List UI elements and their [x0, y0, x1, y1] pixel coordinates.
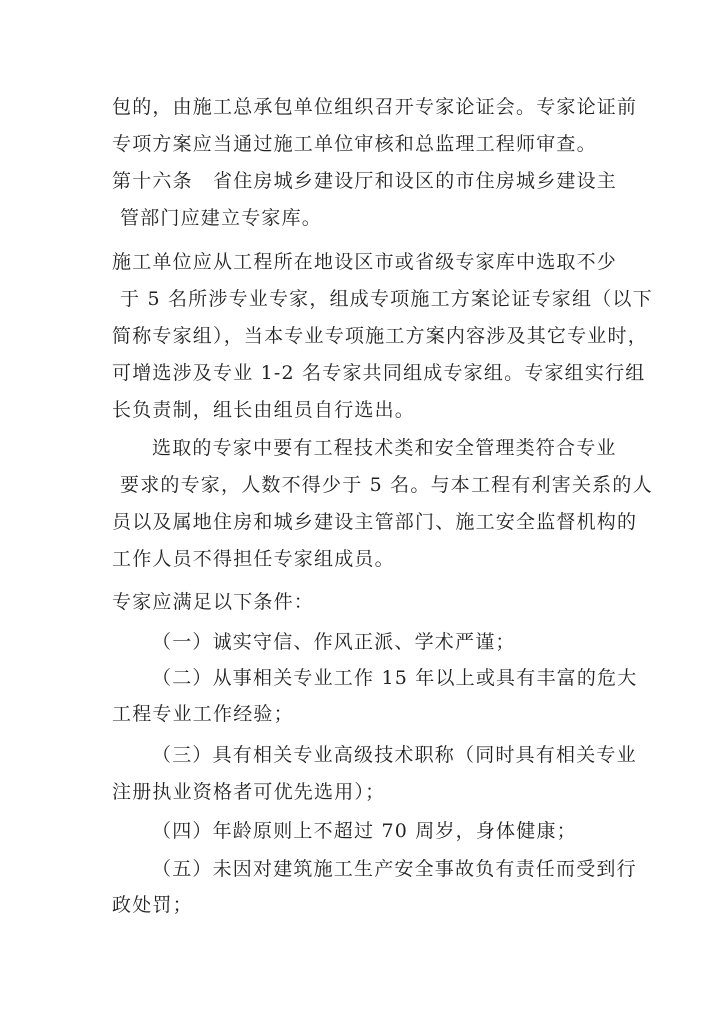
text-line: 于 5 名所涉专业专家，组成专项施工方案论证专家组（以下	[120, 288, 653, 310]
text-line: 员以及属地住房和城乡建设主管部门、施工安全监督机构的	[112, 511, 638, 533]
text-line: （三）具有相关专业高级技术职称（同时具有相关专业	[152, 744, 637, 766]
text-line: （二）从事相关专业工作 15 年以上或具有丰富的危大	[152, 667, 638, 689]
text-line: 施工单位应从工程所在地设区市或省级专家库中选取不少	[112, 251, 618, 273]
text-line: 包的，由施工总承包单位组织召开专家论证会。专家论证前	[112, 96, 638, 118]
text-line: 工作人员不得担任专家组成员。	[112, 548, 395, 570]
text-line: 政处罚；	[112, 894, 193, 916]
text-line: 专家应满足以下条件：	[112, 591, 315, 613]
text-line: 第十六条 省住房城乡建设厅和设区的市住房城乡建设主	[112, 170, 618, 192]
text-line: （一）诚实守信、作风正派、学术严谨；	[152, 631, 516, 653]
text-line: 可增选涉及专业 1-2 名专家共同组成专家组。专家组实行组	[112, 362, 646, 384]
text-line: 选取的专家中要有工程技术类和安全管理类符合专业	[152, 437, 617, 459]
text-line: 专项方案应当通过施工单位审核和总监理工程师审查。	[112, 133, 597, 155]
text-line: 长负责制，组长由组员自行选出。	[112, 399, 416, 421]
text-line: （四）年龄原则上不超过 70 周岁，身体健康；	[152, 820, 577, 842]
text-line: 注册执业资格者可优先选用）；	[112, 781, 386, 803]
text-line: 工程专业工作经验；	[112, 703, 294, 725]
text-line: （五）未因对建筑施工生产安全事故负有责任而受到行	[152, 858, 637, 880]
text-line: 要求的专家，人数不得少于 5 名。与本工程有利害关系的人	[120, 474, 653, 496]
text-line: 简称专家组），当本专业专项施工方案内容涉及其它专业时，	[112, 325, 648, 347]
text-line: 管部门应建立专家库。	[120, 207, 323, 229]
